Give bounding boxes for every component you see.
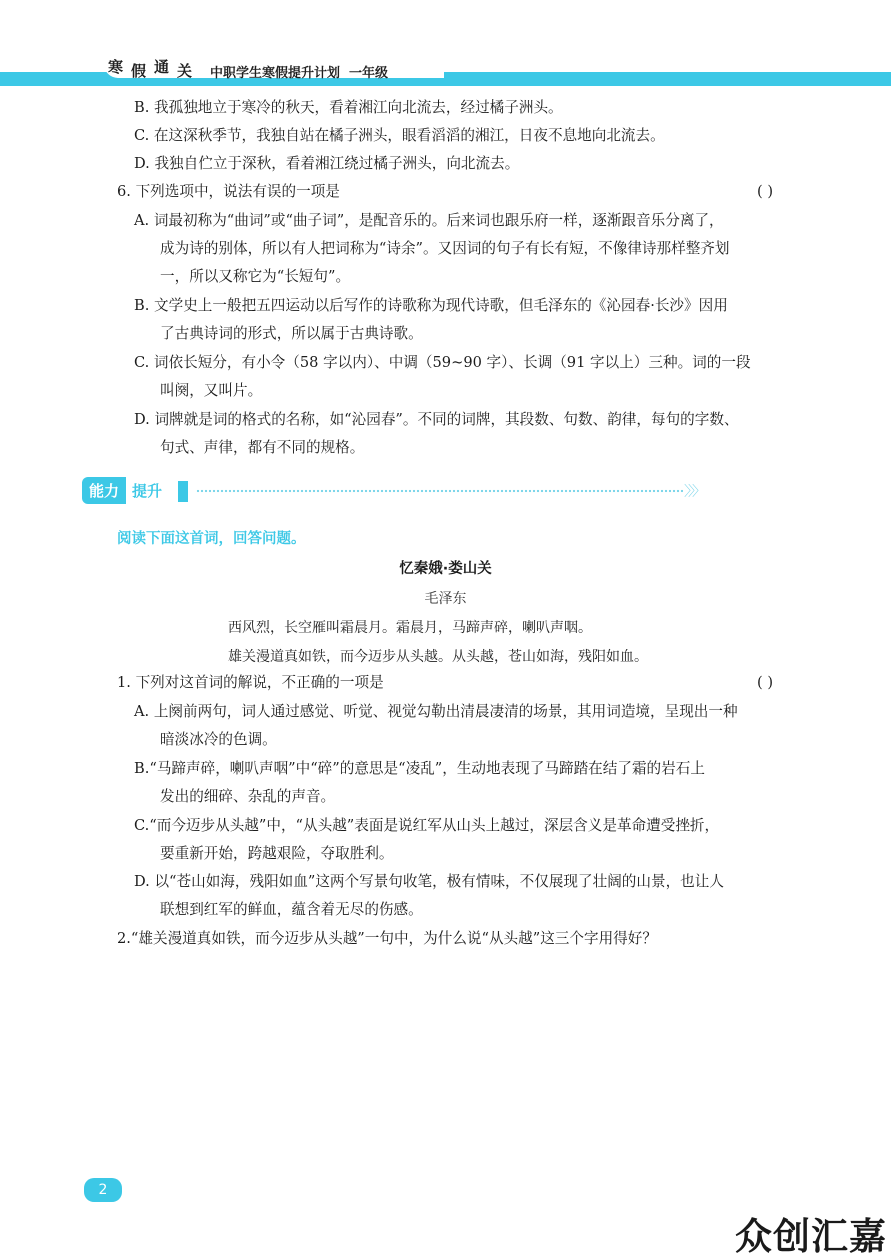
badge-char: 通 [154,57,170,76]
p1-option-a-line1: A. 上阕前两句，词人通过感觉、听觉、视觉勾勒出清晨凄清的场景，其用词造境，呈现出一种 [134,703,738,720]
p1-option-b-line1: B.“马蹄声碎，喇叭声咽”中“碎”的意思是“凌乱”，生动地表现了马蹄踏在结了霜的岩石上 [134,760,705,777]
section-dotted-rule [196,488,683,494]
p1-answer-blank: ( ) [757,674,774,691]
q6-stem: 6. 下列选项中，说法有误的一项是 [117,183,340,200]
section-tag-b: 提升 [132,482,163,500]
badge-char: 寒 [108,57,124,76]
poem-line-2: 雄关漫道真如铁，而今迈步从头越。从头越，苍山如海，残阳如血。 [228,649,648,665]
header-badge [108,51,200,81]
p1-option-c-line2: 要重新开始，跨越艰险，夺取胜利。 [160,845,394,862]
watermark: 众创汇嘉 [735,1215,887,1258]
p1-option-b-line2: 发出的细碎、杂乱的声音。 [160,788,336,805]
poem-author: 毛泽东 [424,591,467,607]
badge-char: 假 [131,61,147,80]
section-tag-a: 能力 [82,477,126,504]
q6-option-c-line2: 叫阕，又叫片。 [160,382,263,399]
p2-stem: 2.“雄关漫道真如铁，而今迈步从头越”一句中，为什么说“从头越”这三个字用得好？ [117,930,657,947]
header-title: 中职学生寒假提升计划 一年级 [210,66,389,81]
q5-option-b: B. 我孤独地立于寒冷的秋天，看着湘江向北流去，经过橘子洲头。 [134,99,563,116]
q6-option-a-line2: 成为诗的别体，所以有人把词称为“诗余”。又因词的句子有长有短，不像律诗那样整齐划 [160,240,730,257]
q6-answer-blank: ( ) [757,183,774,200]
section-bar [178,481,188,502]
poem-line-1: 西风烈，长空雁叫霜晨月。霜晨月，马蹄声碎，喇叭声咽。 [228,620,592,636]
q6-option-c-line1: C. 词依长短分，有小令（58 字以内）、中调（59~90 字）、长调（91 字以上）三种。词的一段 [134,354,751,371]
page-number: 2 [84,1178,122,1202]
q5-option-d: D. 我独自伫立于深秋，看着湘江绕过橘子洲头，向北流去。 [134,155,520,172]
q6-option-d-line2: 句式、声律，都有不同的规格。 [160,439,365,456]
q6-option-b-line1: B. 文学史上一般把五四运动以后写作的诗歌称为现代诗歌，但毛泽东的《沁园春·长沙》因用 [134,297,728,314]
p1-stem: 1. 下列对这首词的解说，不正确的一项是 [117,674,384,691]
p1-option-c-line1: C.“而今迈步从头越”中，“从头越”表面是说红军从山头上越过，深层含义是革命遭受挫折， [134,817,720,834]
p1-option-d-line1: D. 以“苍山如海，残阳如血”这两个写景句收笔，极有情味，不仅展现了壮阔的山景，也让人 [134,873,724,890]
q5-option-c: C. 在这深秋季节，我独自站在橘子洲头，眼看滔滔的湘江，日夜不息地向北流去。 [134,127,665,144]
q6-option-d-line1: D. 词牌就是词的格式的名称，如“沁园春”。不同的词牌，其段数、句数、韵律，每句的字数、 [134,411,739,428]
p1-option-d-line2: 联想到红军的鲜血，蕴含着无尽的伤感。 [160,901,423,918]
section-tag [82,477,180,504]
q6-option-b-line2: 了古典诗词的形式，所以属于古典诗歌。 [160,325,423,342]
q6-option-a-line3: 一，所以又称它为“长短句”。 [160,268,351,285]
chevron-right-icon: 〉〉〉 [684,484,703,500]
q6-option-a-line1: A. 词最初称为“曲词”或“曲子词”，是配音乐的。后来词也跟乐府一样，逐渐跟音乐分离了， [134,212,724,229]
p1-option-a-line2: 暗淡冰冷的色调。 [160,731,277,748]
reading-instruction: 阅读下面这首词，回答问题。 [117,531,306,547]
badge-char: 关 [177,61,193,80]
poem-title: 忆秦娥·娄山关 [399,561,492,577]
